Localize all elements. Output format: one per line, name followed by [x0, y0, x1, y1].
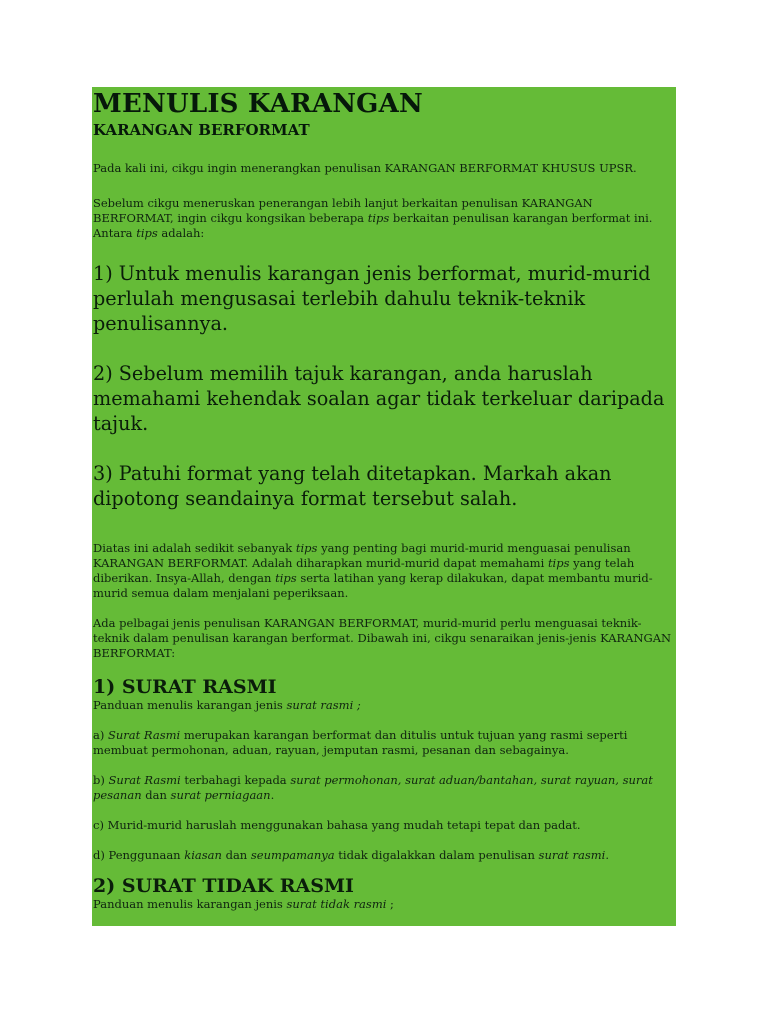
point-d [93, 848, 674, 863]
intro-paragraph: Pada kali ini, cikgu ingin menerangkan penulisan KARANGAN BERFORMAT KHUSUS UPSR. [93, 161, 637, 175]
summary-text: yang penting bagi murid-murid menguasai penulisan KARANGAN BERFORMAT. Adalah diharapkan murid-murid dapat memahami [93, 541, 631, 570]
document-title: MENULIS KARANGAN [93, 89, 423, 119]
tips-word: tips [136, 226, 158, 240]
pre-tips-text: adalah: [157, 226, 205, 240]
guide-italic: surat rasmi ; [286, 698, 361, 712]
point-italic: surat rasmi [538, 848, 606, 862]
summary-text: Diatas ini adalah sedikit sebanyak [93, 541, 296, 555]
section-guide-surat-tidak-rasmi [93, 897, 674, 912]
point-text: . [270, 788, 275, 802]
point-a [93, 728, 674, 758]
types-intro-paragraph: Ada pelbagai jenis penulisan KARANGAN BERFORMAT, murid-murid perlu menguasai teknik-teknik dalam penulisan karangan berformat. Dibawah ini, cikgu senaraikan jenis-jenis KARANGAN BERFORMAT: [93, 616, 672, 660]
guide-text: Panduan menulis karangan jenis [93, 897, 287, 911]
summary-text: yang telah diberikan. Insya-Allah, dengan [93, 556, 635, 585]
point-italic: surat permohonan, surat aduan/bantahan, surat rayuan, surat pesanan [93, 773, 653, 802]
point-text: tidak digalakkan dalam penulisan [334, 848, 539, 862]
pre-tips-text: berkaitan penulisan karangan berformat ini. Antara [93, 211, 653, 240]
section-heading-surat-rasmi: 1) SURAT RASMI [93, 676, 277, 698]
tips-word: tips [367, 211, 390, 225]
guide-italic: surat tidak rasmi [286, 897, 387, 911]
tip-item-1: 1) Untuk menulis karangan jenis berformat, murid-murid perlulah mengusasai terlebih dahulu teknik-teknik penulisannya. [93, 262, 651, 335]
point-text: dan [221, 848, 251, 862]
point-b [93, 773, 674, 803]
tips-word: tips [547, 556, 570, 570]
point-italic: Surat Rasmi [108, 728, 181, 742]
tips-word: tips [295, 541, 318, 555]
summary-paragraph [93, 541, 674, 601]
summary-text: serta latihan yang kerap dilakukan, dapat membantu murid-murid semua dalam menjalani peperiksaan. [93, 571, 653, 600]
document-subtitle: KARANGAN BERFORMAT [93, 121, 310, 139]
point-text: d) Penggunaan [93, 848, 185, 862]
tip-item-2: 2) Sebelum memilih tajuk karangan, anda haruslah memahami kehendak soalan agar tidak terkeluar daripada tajuk. [93, 362, 665, 435]
point-italic: Surat Rasmi [108, 773, 181, 787]
point-text: terbahagi kepada [180, 773, 291, 787]
point-text: dan [141, 788, 171, 802]
point-label: b) [93, 773, 109, 787]
tips-word: tips [275, 571, 297, 585]
point-italic: kiasan [184, 848, 222, 862]
document-page [92, 87, 676, 926]
section-guide-surat-rasmi [93, 698, 674, 713]
pre-tips-text: Sebelum cikgu meneruskan penerangan lebih lanjut berkaitan penulisan KARANGAN BERFORMAT, ingin cikgu kongsikan beberapa [93, 196, 593, 225]
tip-item-3: 3) Patuhi format yang telah ditetapkan. Markah akan dipotong seandainya format tersebut salah. [93, 462, 612, 510]
point-c: c) Murid-murid haruslah menggunakan bahasa yang mudah tetapi tepat dan padat. [93, 818, 581, 832]
guide-text: Panduan menulis karangan jenis [93, 698, 287, 712]
point-italic: seumpamanya [250, 848, 335, 862]
section-heading-surat-tidak-rasmi: 2) SURAT TIDAK RASMI [93, 875, 354, 897]
point-label: a) [93, 728, 108, 742]
pre-tips-paragraph [93, 196, 674, 241]
point-text: . [605, 848, 609, 862]
point-text: merupakan karangan berformat dan ditulis untuk tujuan yang rasmi seperti membuat permohonan, aduan, rayuan, jemputan rasmi, pesanan dan sebagainya. [93, 728, 628, 757]
guide-text: ; [386, 897, 394, 911]
point-italic: surat perniagaan [170, 788, 271, 802]
